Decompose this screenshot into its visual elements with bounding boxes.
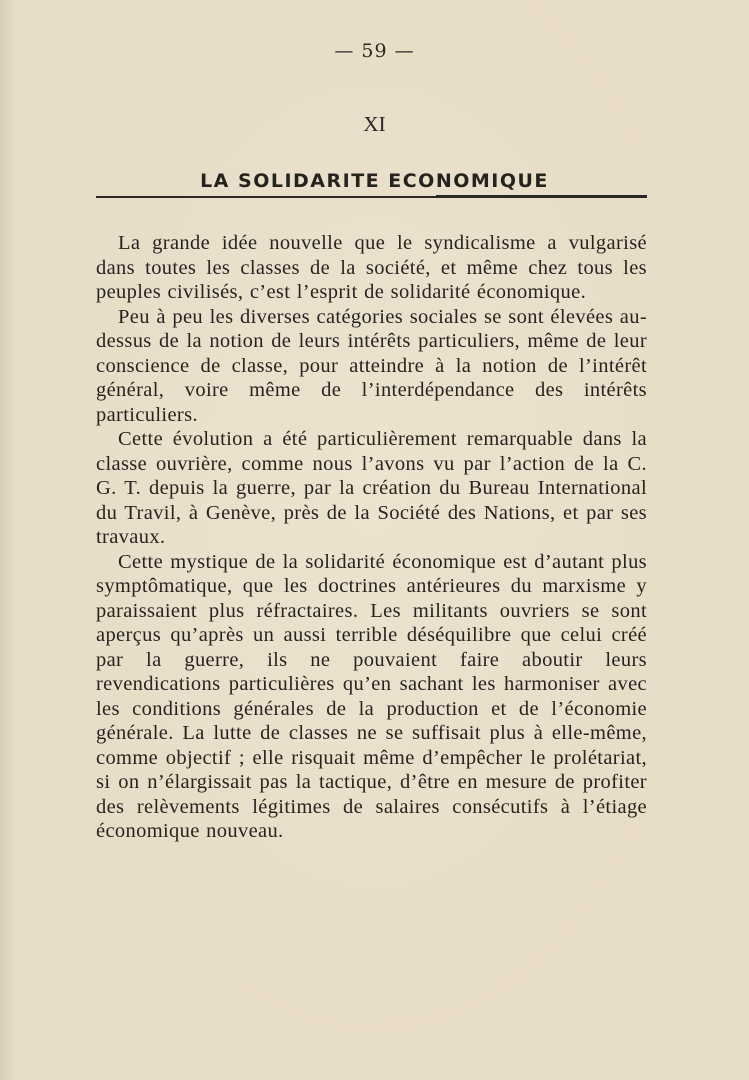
chapter-body — [96, 231, 647, 844]
paragraph-2: Peu à peu les diverses catégories sociales se sont élevées au-dessus de la notion de leurs intérêts particuliers, même de leur conscience de classe, pour atteindre à la notion de l’intérêt général, voire même de l’interdépendance des intérêts particuliers. — [96, 305, 647, 426]
chapter-number: XI — [363, 112, 386, 136]
page-number: — 59 — — [334, 40, 415, 62]
paragraph-4: Cette mystique de la solidarité économique est d’autant plus symptômatique, que les doctrines antérieures du marxisme y paraissaient plus réfractaires. Les militants ouvriers se sont aperçus qu’après un aussi terrible déséquilibre que celui créé par la guerre, ils ne pouvaient faire aboutir leurs revendications particulières qu’en sachant les harmoniser avec les conditions générales de la production et de l’économie générale. La lutte de classes ne se suffisait plus à elle-même, comme objectif ; elle risquait même d’empêcher le prolétariat, si on n’élargissait pas la tactique, d’être en mesure de profiter des relèvements légitimes de salaires consécutifs à l’étiage économique nouveau. — [96, 550, 647, 842]
paragraph-1: La grande idée nouvelle que le syndicalisme a vulgarisé dans toutes les classes de la société, et même chez tous les peuples civilisés, c’est l’esprit de solidarité économique. — [96, 232, 647, 303]
chapter-title: LA SOLIDARITE ECONOMIQUE — [200, 170, 549, 192]
title-rule — [96, 196, 647, 198]
paragraph-3: Cette évolution a été particulièrement remarquable dans la classe ouvrière, comme nous l’avons vu par l’action de la C. G. T. depuis la guerre, par la création du Bureau International du Travil, à Genève, près de la Société des Nations, et par ses travaux. — [96, 428, 647, 548]
